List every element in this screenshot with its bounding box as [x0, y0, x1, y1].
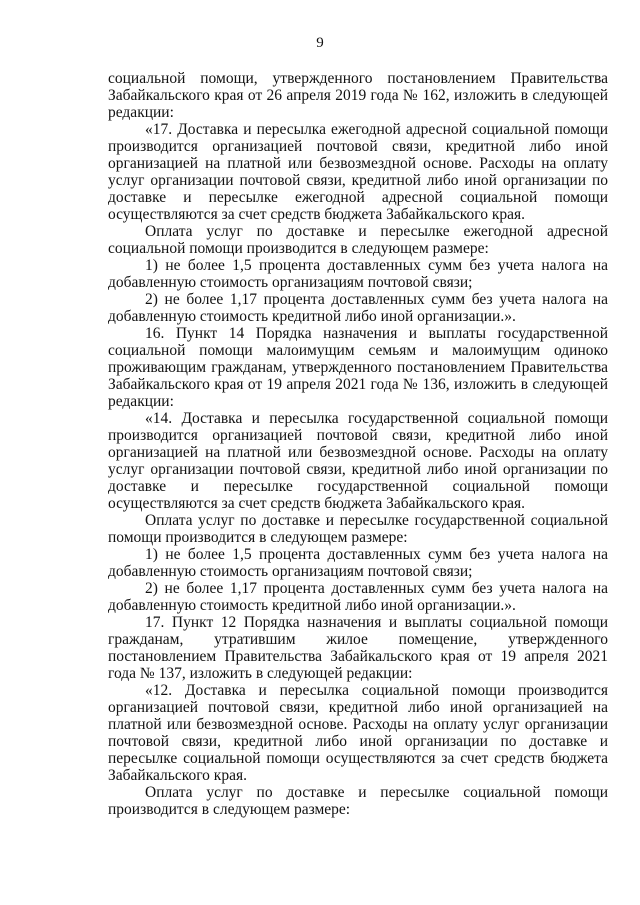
paragraph-quote-item-17: «17. Доставка и пересылка ежегодной адресной социальной помощи производится организацией почтовой связи, кредитной либо иной организацией на платной или безвозмездной основе. Расходы на оплату услуг организации почтовой связи, кредитной либо иной организации по доставке и пересылке ежегодной адресной социальной помощи осуществляются за счет средств бюджета Забайкальского края.	[108, 121, 608, 223]
paragraph-item-17: 17. Пункт 12 Порядка назначения и выплаты социальной помощи гражданам, утратившим жилое помещение, утвержденного постановлением Правительства Забайкальского края от 19 апреля 2021 года № 137, изложить в следующей редакции:	[108, 614, 608, 682]
paragraph-subitem-2: 2) не более 1,17 процента доставленных сумм без учета налога на добавленную стоимость кредитной либо иной организации.».	[108, 580, 608, 614]
paragraph-subitem-1: 1) не более 1,5 процента доставленных сумм без учета налога на добавленную стоимость организациям почтовой связи;	[108, 546, 608, 580]
paragraph-item-16: 16. Пункт 14 Порядка назначения и выплаты государственной социальной помощи малоимущим семьям и малоимущим одиноко проживающим гражданам, утвержденного постановлением Правительства Забайкальского края от 19 апреля 2021 года № 136, изложить в следующей редакции:	[108, 325, 608, 410]
paragraph-payment-terms: Оплата услуг по доставке и пересылке социальной помощи производится в следующем размере:	[108, 784, 608, 818]
paragraph-payment-terms: Оплата услуг по доставке и пересылке ежегодной адресной социальной помощи производится в следующем размере:	[108, 223, 608, 257]
paragraph-subitem-2: 2) не более 1,17 процента доставленных сумм без учета налога на добавленную стоимость кредитной либо иной организации.».	[108, 291, 608, 325]
paragraph-continuation: социальной помощи, утвержденного постановлением Правительства Забайкальского края от 26 апреля 2019 года № 162, изложить в следующей редакции:	[108, 70, 608, 121]
paragraph-quote-item-12: «12. Доставка и пересылка социальной помощи производится организацией почтовой связи, кредитной либо иной организацией на платной или безвозмездной основе. Расходы на оплату услуг организации почтовой связи, кредитной либо иной организации по доставке и пересылке социальной помощи осуществляются за счет средств бюджета Забайкальского края.	[108, 682, 608, 784]
document-body	[108, 70, 608, 818]
paragraph-subitem-1: 1) не более 1,5 процента доставленных сумм без учета налога на добавленную стоимость организациям почтовой связи;	[108, 257, 608, 291]
page-number: 9	[316, 35, 324, 51]
paragraph-payment-terms: Оплата услуг по доставке и пересылке государственной социальной помощи производится в следующем размере:	[108, 512, 608, 546]
paragraph-quote-item-14: «14. Доставка и пересылка государственной социальной помощи производится организацией почтовой связи, кредитной либо иной организацией на платной или безвозмездной основе. Расходы на оплату услуг организации почтовой связи, кредитной либо иной организации по доставке и пересылке государственной социальной помощи осуществляются за счет средств бюджета Забайкальского края.	[108, 410, 608, 512]
